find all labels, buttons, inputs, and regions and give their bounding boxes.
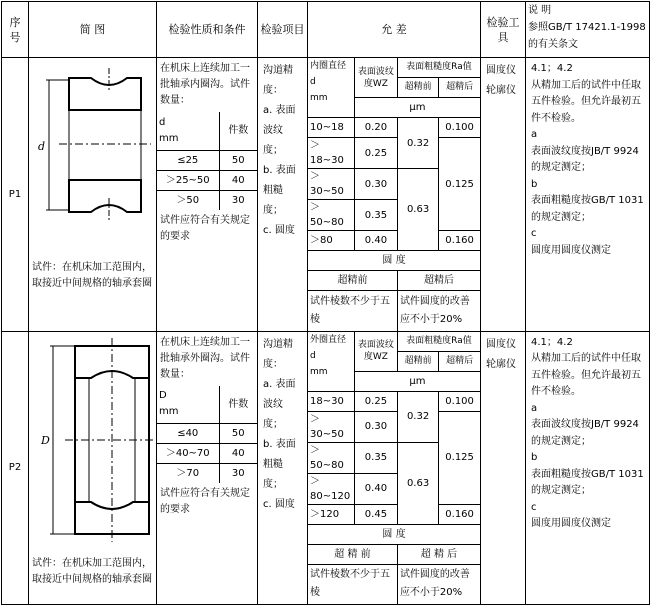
tol-ra-after: 0.100 xyxy=(439,391,480,411)
row-id: P2 xyxy=(2,331,29,605)
tol-range: ＞80~120 xyxy=(308,473,354,504)
tol-ra-before: 0.63 xyxy=(397,442,438,524)
tol-head-ra: 表面粗糙度Ra值 xyxy=(397,332,480,352)
note-cell xyxy=(526,331,650,605)
header-tolerance: 允 差 xyxy=(308,2,481,58)
property-bottom: 试件应符合有关规定的要求 xyxy=(160,488,250,515)
inner-ring-drawing xyxy=(29,58,155,258)
tool-cell xyxy=(481,58,526,332)
outer-ring-drawing xyxy=(29,332,155,546)
items-cell xyxy=(258,331,308,605)
count-head-size: d mm xyxy=(157,112,219,150)
tol-ra-before: 0.32 xyxy=(397,391,438,442)
round-title: 圆 度 xyxy=(308,251,480,271)
tol-wz: 0.35 xyxy=(354,200,397,231)
tolerance-table xyxy=(308,332,480,605)
tol-wz: 0.35 xyxy=(354,442,397,473)
items-cell xyxy=(258,58,308,332)
tol-ra-after: 0.160 xyxy=(439,504,480,524)
tolerance-table xyxy=(308,58,480,331)
header-seq: 序 号 xyxy=(2,2,29,58)
tol-range: 18~30 xyxy=(308,391,354,411)
count-table xyxy=(157,112,257,210)
header-tool: 检验工具 xyxy=(481,2,526,58)
tol-wz: 0.40 xyxy=(354,473,397,504)
items-text: 沟道精度： a. 表面波纹度； b. 表面粗糙度； c. 圆度 xyxy=(263,65,296,236)
tol-ra-after: 0.100 xyxy=(439,118,480,138)
tol-range: ＞80 xyxy=(308,231,354,251)
tol-wz: 0.25 xyxy=(354,391,397,411)
tol-wz: 0.20 xyxy=(354,118,397,138)
tol-unit: μm xyxy=(354,371,480,391)
tol-ra-after: 0.160 xyxy=(439,231,480,251)
tol-unit: μm xyxy=(354,98,480,118)
tol-head-wz: 表面波纹度WZ xyxy=(354,58,397,98)
tol-head-before: 超精前 xyxy=(397,351,438,371)
round-val-after: 试件圆度的改善应不小于20% xyxy=(397,291,480,331)
tol-head-dia: 内圈直径 d mm xyxy=(308,58,354,118)
note-cell xyxy=(526,58,650,332)
tol-head-dia: 外圈直径 d mm xyxy=(308,332,354,392)
sketch-cell xyxy=(29,58,157,332)
sketch-caption: 试件：在机床加工范围内，取接近中间规格的轴承套圈 xyxy=(32,262,152,289)
tol-range: ＞30~50 xyxy=(308,169,354,200)
property-bottom: 试件应符合有关规定的要求 xyxy=(160,214,250,242)
round-val-after: 试件圆度的改善应不小于20% xyxy=(397,564,480,604)
tol-ra-after: 0.125 xyxy=(439,138,480,231)
round-val-before: 试件棱数不少于五棱 xyxy=(308,291,397,331)
header-sketch: 简 图 xyxy=(29,2,157,58)
tol-head-after: 超精后 xyxy=(439,78,480,98)
inspection-table xyxy=(1,1,650,605)
tol-head-wz: 表面波纹度WZ xyxy=(354,332,397,372)
tol-ra-before: 0.63 xyxy=(397,169,438,251)
tolerance-cell xyxy=(308,58,481,332)
note-text: 4.1；4.2 从精加工后的试件中任取五件检验。但允许最初五件不检验。 a 表面波纹度按JB/T 9924 的规定测定； b 表面粗糙度按GB/T 1031 的规定测定； c 圆度用圆度仪测定 xyxy=(531,336,644,529)
count-size: ＞70 xyxy=(157,464,219,484)
tolerance-cell xyxy=(308,331,481,605)
tol-head-ra: 表面粗糙度Ra值 xyxy=(397,58,480,78)
count-table xyxy=(157,386,257,484)
count-size: ≤40 xyxy=(157,424,219,444)
tol-wz: 0.30 xyxy=(354,169,397,200)
tol-range: ＞120 xyxy=(308,504,354,524)
property-top: 在机床上连续加工一批轴承外圈沟。试件数量： xyxy=(160,336,250,380)
note-text: 4.1；4.2 从精加工后的试件中任取五件检验。但允许最初五件不检验。 a 表面波纹度按JB/T 9924 的规定测定； b 表面粗糙度按GB/T 1031 的规定测定； c 圆度用圆度仪测定 xyxy=(531,63,644,256)
count-qty: 50 xyxy=(219,150,257,170)
tol-head-before: 超精前 xyxy=(397,78,438,98)
dim-label-D: D xyxy=(41,433,50,447)
tol-ra-before: 0.32 xyxy=(397,118,438,169)
tool-cell xyxy=(481,331,526,605)
count-head-qty: 件数 xyxy=(219,112,257,150)
tol-range: 10~18 xyxy=(308,118,354,138)
round-head-after: 超精后 xyxy=(397,271,480,291)
tool-text: 圆度仪 轮廓仪 xyxy=(486,65,516,96)
row-id: P1 xyxy=(2,58,29,332)
count-size: ＞25~50 xyxy=(157,170,219,190)
tol-range: ＞30~50 xyxy=(308,411,354,442)
count-head-qty: 件数 xyxy=(219,386,257,424)
tol-wz: 0.40 xyxy=(354,231,397,251)
tol-wz: 0.45 xyxy=(354,504,397,524)
round-title: 圆 度 xyxy=(308,524,480,544)
tool-text: 圆度仪 轮廓仪 xyxy=(486,338,516,370)
table-row xyxy=(2,331,650,605)
round-val-before: 试件棱数不少于五棱 xyxy=(308,564,397,604)
property-top: 在机床上连续加工一批轴承内圈沟。试件数量： xyxy=(160,63,250,106)
tol-head-after: 超精后 xyxy=(439,351,480,371)
count-qty: 30 xyxy=(219,464,257,484)
count-head-size: D mm xyxy=(157,386,219,424)
tol-range: ＞50~80 xyxy=(308,200,354,231)
tol-ra-after: 0.125 xyxy=(439,411,480,504)
header-note: 说 明 参照GB/T 17421.1-1998的有关条文 xyxy=(526,2,650,58)
dim-label-d: d xyxy=(38,140,46,153)
header-row xyxy=(2,2,650,58)
items-text: 沟道精度： a. 表面波纹度； b. 表面粗糙度； c. 圆度 xyxy=(263,338,296,510)
tol-range: ＞50~80 xyxy=(308,442,354,473)
count-qty: 50 xyxy=(219,424,257,444)
tol-range: ＞18~30 xyxy=(308,138,354,169)
tol-wz: 0.25 xyxy=(354,138,397,169)
header-item: 检验项目 xyxy=(258,2,308,58)
tol-wz: 0.30 xyxy=(354,411,397,442)
round-head-before: 超精前 xyxy=(308,271,397,291)
round-head-before: 超 精 前 xyxy=(308,544,397,564)
count-size: ≤25 xyxy=(157,150,219,170)
sketch-cell xyxy=(29,331,157,605)
header-property: 检验性质和条件 xyxy=(157,2,258,58)
count-qty: 30 xyxy=(219,190,257,210)
count-size: ＞50 xyxy=(157,190,219,210)
count-qty: 40 xyxy=(219,444,257,464)
round-head-after: 超 精 后 xyxy=(397,544,480,564)
sketch-caption: 试件：在机床加工范围内，取接近中间规格的轴承套圈 xyxy=(32,557,152,585)
property-cell xyxy=(157,58,258,332)
property-cell xyxy=(157,331,258,605)
count-size: ＞40~70 xyxy=(157,444,219,464)
table-row xyxy=(2,58,650,332)
count-qty: 40 xyxy=(219,170,257,190)
